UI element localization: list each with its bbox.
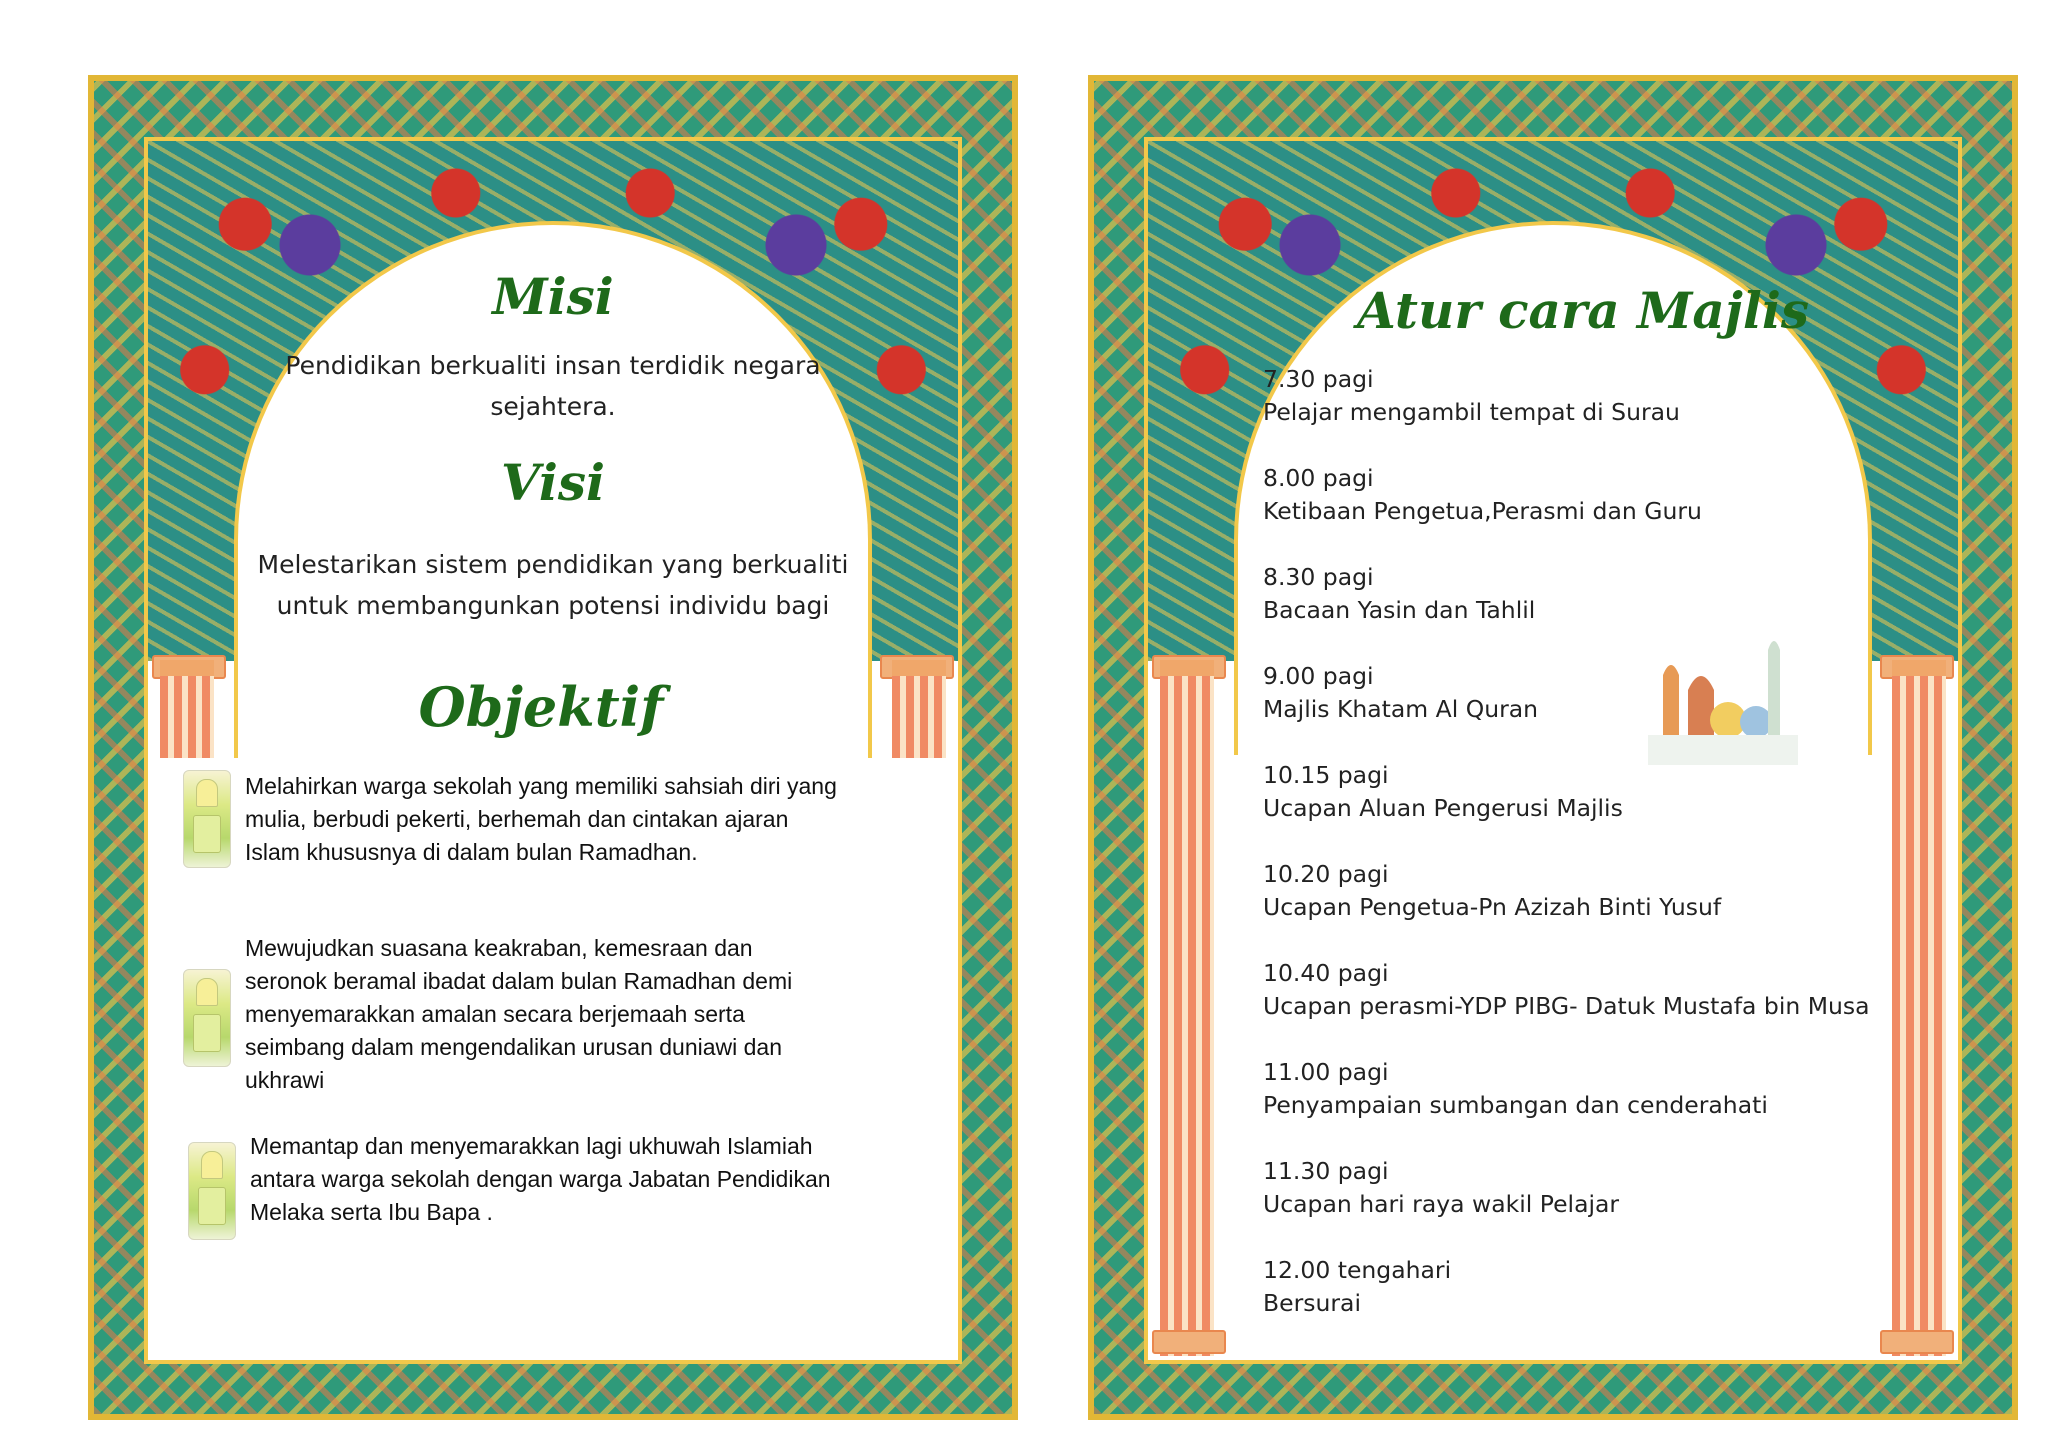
schedule-event: Pelajar mengambil tempat di Surau xyxy=(1263,398,1680,426)
objektif-line: mulia, berbudi pekerti, berhemah dan cintakan ajaran xyxy=(245,806,789,832)
visi-line-2: untuk membangunkan potensi individu bagi xyxy=(276,591,830,620)
lantern-icon xyxy=(183,770,231,868)
pillar-left xyxy=(1160,660,1214,1356)
schedule-event: Majlis Khatam Al Quran xyxy=(1263,695,1539,723)
right-page xyxy=(1088,75,2018,1420)
schedule-item xyxy=(1263,660,1943,759)
schedule-event: Ucapan Pengetua-Pn Azizah Binti Yusuf xyxy=(1263,893,1722,921)
schedule-item xyxy=(1263,957,1943,1056)
objektif-line: seronok beramal ibadat dalam bulan Ramadhan demi xyxy=(245,968,793,994)
schedule-item xyxy=(1263,363,1943,462)
schedule-event: Ucapan perasmi-YDP PIBG- Datuk Mustafa bin Musa xyxy=(1263,992,1870,1020)
schedule-item xyxy=(1263,462,1943,561)
lantern-icon xyxy=(183,969,231,1067)
atur-cara-heading: Atur cara Majlis xyxy=(1356,281,1810,340)
schedule-item xyxy=(1263,561,1943,660)
schedule-time: 12.00 tengahari xyxy=(1263,1256,1452,1284)
schedule-event: Bersurai xyxy=(1263,1289,1361,1317)
schedule-item xyxy=(1263,858,1943,957)
schedule-event: Ucapan Aluan Pengerusi Majlis xyxy=(1263,794,1623,822)
objektif-line: menyemarakkan amalan secara berjemaah serta xyxy=(245,1001,745,1027)
misi-heading: Misi xyxy=(492,267,614,326)
visi-line-1: Melestarikan sistem pendidikan yang berkualiti xyxy=(257,550,849,579)
objektif-item-text xyxy=(245,932,875,1097)
visi-text xyxy=(248,544,858,626)
schedule-event: Penyampaian sumbangan dan cenderahati xyxy=(1263,1091,1768,1119)
schedule-time: 10.20 pagi xyxy=(1263,860,1389,888)
objektif-item-text xyxy=(250,1130,870,1240)
schedule-time: 11.00 pagi xyxy=(1263,1058,1389,1086)
objektif-line: Melaka serta Ibu Bapa . xyxy=(250,1199,493,1225)
objektif-line: seimbang dalam mengendalikan urusan duniawi dan xyxy=(245,1034,783,1060)
lantern-icon xyxy=(188,1142,236,1240)
schedule-item xyxy=(1263,1155,1943,1254)
objektif-line: Memantap dan menyemarakkan lagi ukhuwah Islamiah xyxy=(250,1133,813,1159)
schedule-event: Bacaan Yasin dan Tahlil xyxy=(1263,596,1536,624)
objektif-item-text xyxy=(245,770,885,869)
schedule-time: 8.30 pagi xyxy=(1263,563,1374,591)
schedule-item xyxy=(1263,1254,1943,1353)
objektif-line: Mewujudkan suasana keakraban, kemesraan dan xyxy=(245,935,753,961)
objektif-line: ukhrawi xyxy=(245,1067,325,1093)
misi-line-1: Pendidikan berkualiti insan terdidik negara xyxy=(285,351,821,380)
objektif-line: antara warga sekolah dengan warga Jabatan Pendidikan xyxy=(250,1166,831,1192)
schedule-time: 8.00 pagi xyxy=(1263,464,1374,492)
pillar-base-left xyxy=(1152,1330,1226,1354)
schedule-item xyxy=(1263,1056,1943,1155)
schedule-time: 7.30 pagi xyxy=(1263,365,1374,393)
visi-heading: Visi xyxy=(500,453,606,512)
schedule-time: 9.00 pagi xyxy=(1263,662,1374,690)
misi-text xyxy=(248,345,858,427)
schedule-time: 10.15 pagi xyxy=(1263,761,1389,789)
objektif-heading: Objektif xyxy=(418,675,664,739)
schedule-time: 11.30 pagi xyxy=(1263,1157,1389,1185)
objektif-item-2 xyxy=(183,932,983,1097)
objektif-item-3 xyxy=(188,1130,988,1240)
objektif-line: Islam khususnya di dalam bulan Ramadhan. xyxy=(245,839,698,865)
schedule-item xyxy=(1263,759,1943,858)
objektif-item-1 xyxy=(183,770,983,869)
misi-line-2: sejahtera. xyxy=(490,392,616,421)
schedule-time: 10.40 pagi xyxy=(1263,959,1389,987)
schedule-event: Ucapan hari raya wakil Pelajar xyxy=(1263,1190,1620,1218)
schedule-event: Ketibaan Pengetua,Perasmi dan Guru xyxy=(1263,497,1702,525)
left-page xyxy=(88,75,1018,1420)
schedule-list xyxy=(1263,363,1943,1353)
objektif-line: Melahirkan warga sekolah yang memiliki sahsiah diri yang xyxy=(245,773,837,799)
